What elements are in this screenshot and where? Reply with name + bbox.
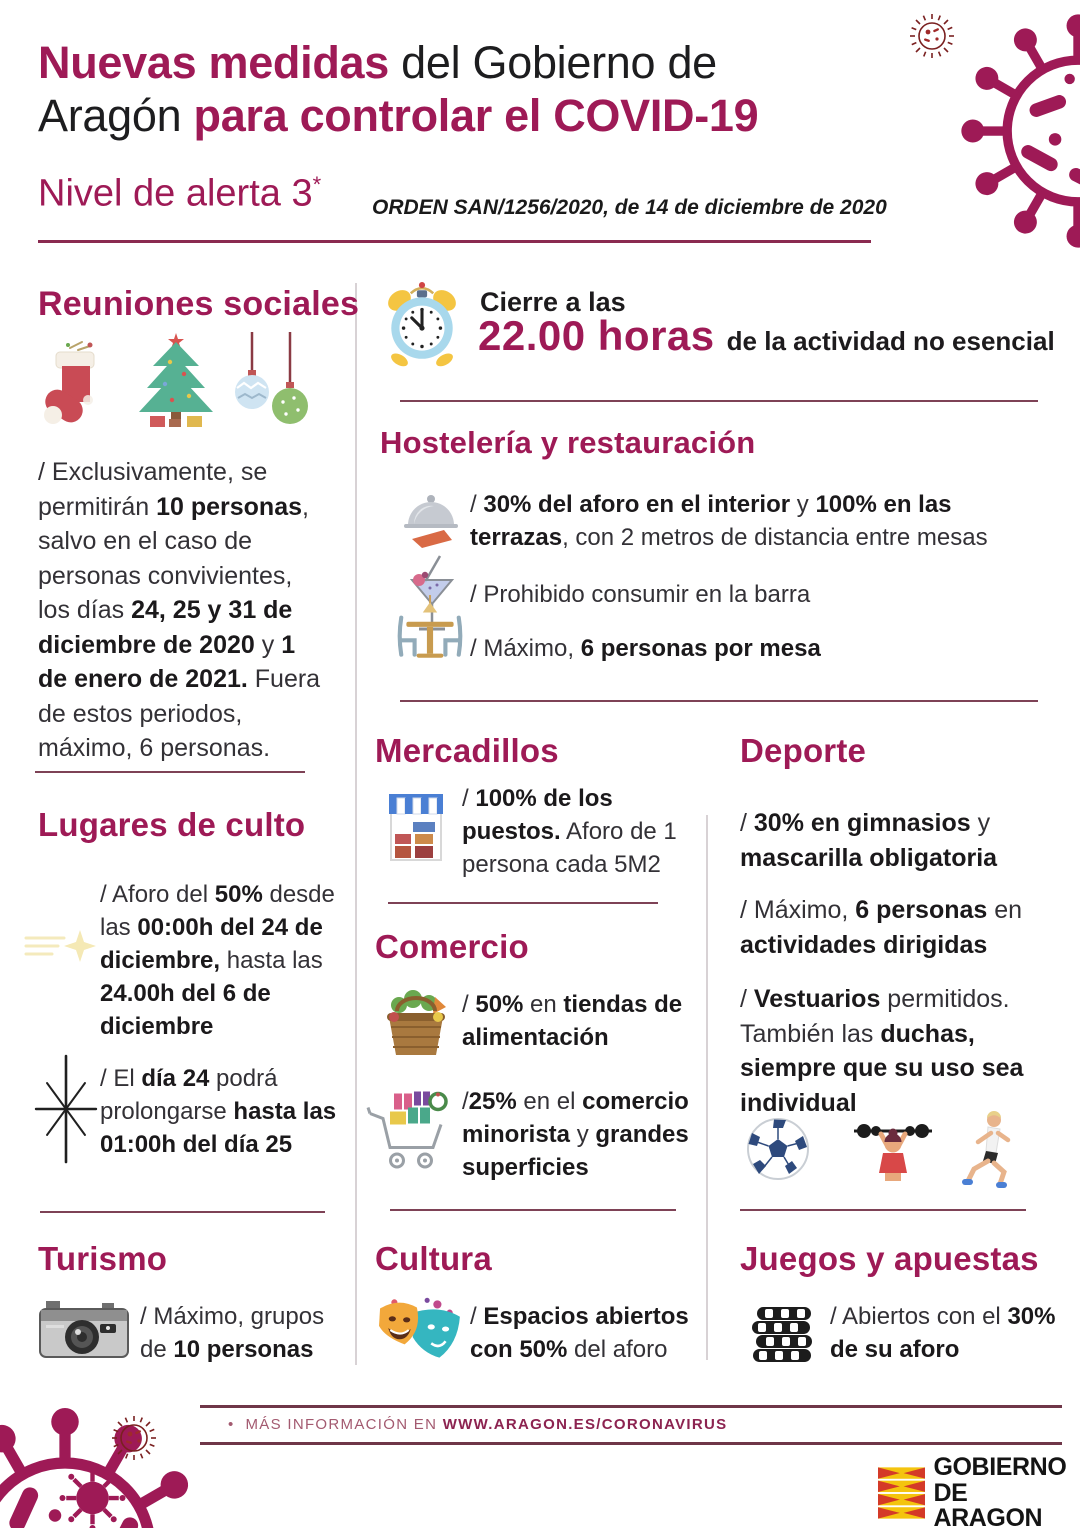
footer-bullet: • bbox=[228, 1416, 235, 1433]
christmas-ornaments-icon bbox=[228, 332, 310, 428]
section-title-cultura: Cultura bbox=[375, 1240, 492, 1277]
christmas-stocking-icon bbox=[42, 338, 104, 430]
shooting-star-icon bbox=[24, 922, 100, 970]
deporte-item-3: / Vestuarios permitidos. También las duchas, siempre que su uso sea individual bbox=[740, 985, 1024, 1117]
logo-line-2: DE ARAGON bbox=[933, 1478, 1043, 1528]
turismo-item-1: / Máximo, grupos de 10 personas bbox=[140, 1303, 325, 1364]
aragon-emblem-icon bbox=[878, 1464, 925, 1522]
soccer-ball-icon bbox=[745, 1116, 811, 1182]
virus-big-icon bbox=[953, 6, 1080, 256]
weightlifter-icon bbox=[850, 1112, 936, 1190]
section-title-reuniones: Reuniones sociales bbox=[38, 285, 360, 323]
title-line-2: Aragón para controlar el COVID-19 bbox=[38, 90, 759, 142]
section-title-turismo: Turismo bbox=[38, 1240, 168, 1277]
divider-cultura bbox=[390, 1209, 676, 1211]
theater-masks-icon bbox=[378, 1294, 464, 1364]
mercadillos-item-1: / 100% de los puestos. Aforo de 1 persona cada 5M2 bbox=[462, 785, 677, 879]
section-title-deporte: Deporte bbox=[740, 732, 867, 769]
divider-culto bbox=[35, 771, 305, 773]
divider-turismo bbox=[40, 1211, 325, 1213]
gobierno-aragon-logo bbox=[878, 1455, 1080, 1528]
hosteleria-item-3: / Máximo, 6 personas por mesa bbox=[470, 635, 821, 662]
camera-icon bbox=[38, 1297, 130, 1361]
juegos-item-1: / Abiertos con el 30% de su aforo bbox=[830, 1303, 1056, 1364]
section-title-comercio: Comercio bbox=[375, 928, 529, 965]
page-title bbox=[38, 36, 878, 142]
footer-info-prefix: MÁS INFORMACIÓN EN bbox=[245, 1416, 443, 1433]
curfew-suffix: de la actividad no esencial bbox=[726, 326, 1055, 356]
section-title-juegos: Juegos y apuestas bbox=[740, 1240, 1039, 1277]
star-sparkle-icon bbox=[30, 1054, 102, 1164]
alarm-clock-icon bbox=[382, 281, 462, 367]
market-stall-icon bbox=[385, 788, 447, 868]
virus-small-bottom-icon bbox=[108, 1412, 160, 1464]
curfew-line-2 bbox=[478, 312, 1055, 360]
culto-item-1: / Aforo del 50% desde las 00:00h del 24 de diciembre, hasta las 24.00h del 6 de diciembre bbox=[100, 881, 335, 1041]
footer-divider-top bbox=[200, 1405, 1062, 1408]
table-chairs-icon bbox=[392, 595, 468, 665]
food-basket-icon bbox=[383, 986, 449, 1060]
alert-asterisk: * bbox=[312, 172, 322, 197]
section-title-hosteleria: Hostelería y restauración bbox=[380, 425, 756, 460]
divider-juegos bbox=[740, 1209, 1026, 1211]
deporte-item-2: / Máximo, 6 personas en actividades dirigidas bbox=[740, 896, 1023, 959]
column-divider-left bbox=[355, 283, 357, 1365]
hosteleria-item-1: / 30% del aforo en el interior y 100% en las terrazas, con 2 metros de distancia entre mesas bbox=[470, 491, 988, 552]
footer-divider-bottom bbox=[200, 1442, 1062, 1445]
shopping-cart-gifts-icon bbox=[366, 1082, 458, 1177]
christmas-tree-icon bbox=[132, 330, 220, 430]
deporte-item-1: / 30% en gimnasios y mascarilla obligatoria bbox=[740, 809, 998, 872]
divider-curfew bbox=[400, 400, 1038, 402]
divider-comercio bbox=[388, 902, 658, 904]
cloche-icon bbox=[400, 490, 462, 550]
order-reference: ORDEN SAN/1256/2020, de 14 de diciembre de 2020 bbox=[372, 196, 887, 219]
footer-info bbox=[228, 1416, 727, 1433]
divider-hosteleria bbox=[400, 700, 1038, 702]
runner-icon bbox=[958, 1108, 1016, 1190]
poker-chips-icon bbox=[748, 1297, 816, 1367]
section-title-culto: Lugares de culto bbox=[38, 806, 306, 843]
comercio-item-2: /25% en el comercio minorista y grandes superficies bbox=[462, 1088, 689, 1182]
cultura-item-1: / Espacios abiertos con 50% del aforo bbox=[470, 1303, 689, 1364]
curfew-time: 22.00 horas bbox=[478, 312, 715, 359]
footer-info-url: WWW.ARAGON.ES/CORONAVIRUS bbox=[442, 1416, 728, 1433]
curfew-line-1: Cierre a las bbox=[480, 287, 626, 317]
virus-small-icon bbox=[906, 10, 958, 62]
logo-text bbox=[933, 1455, 1080, 1528]
header-divider bbox=[38, 240, 871, 243]
logo-line-1: GOBIERNO bbox=[933, 1453, 1067, 1481]
culto-item-2: / El día 24 podrá prolongarse hasta las 01:00h del día 25 bbox=[100, 1065, 337, 1159]
section-title-mercadillos: Mercadillos bbox=[375, 732, 559, 769]
alert-level: Nivel de alerta 3* bbox=[38, 172, 322, 215]
comercio-item-1: / 50% en tiendas de alimentación bbox=[462, 991, 683, 1052]
reuniones-text: / Exclusivamente, se permitirán 10 personas, salvo en el caso de personas convivientes, los días 24, 25 y 31 de diciembre de 2020 y 1 de enero de 2021. Fuera de estos periodos, máximo, 6 personas. bbox=[38, 458, 321, 762]
title-line-1: Nuevas medidas del Gobierno de bbox=[38, 37, 717, 88]
hosteleria-item-2: / Prohibido consumir en la barra bbox=[470, 581, 811, 608]
